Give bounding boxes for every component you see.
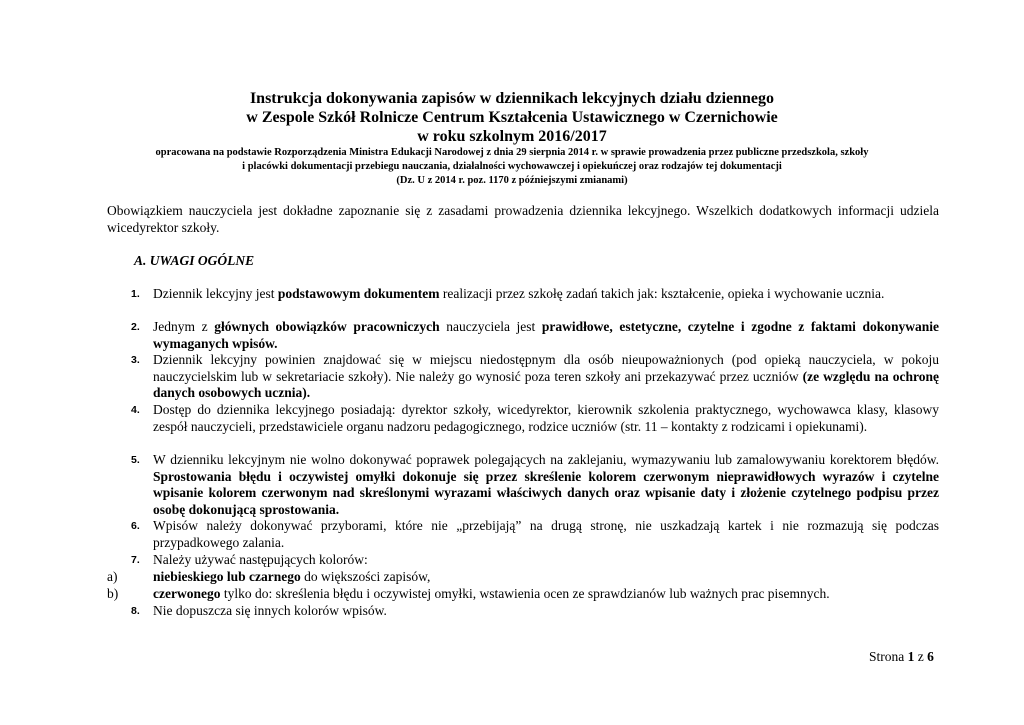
item-number: 3. [131, 354, 140, 366]
item-text: Dostęp do dziennika lekcyjnego posiadają: dyrektor szkoły, wicedyrektor, kierownik szkolenia praktycznego, wychowawca klasy, klasowy zespół nauczycieli, przedstawiciele organu nadzoru pedagogicznego, rodzice uczniów (str. 11 – kontakty z rodzicami i opiekunami). [153, 402, 939, 434]
item-bold-text: Sprostowania błędu i oczywistej omyłki dokonuje się przez skreślenie kolorem czerwonym nieprawidłowych wyrazów i czytelne wpisanie kolorem czerwonym nad skreślonymi wyrazami właściwych danych oraz wpisanie daty i złożenie czytelnego podpisu przez osobę dokonującą sprostowania. [153, 468, 939, 517]
intro-paragraph: Obowiązkiem nauczyciela jest dokładne zapoznanie się z zasadami prowadzenia dziennika lekcyjnego. Wszelkich dodatkowych informacji udziela wicedyrektor szkoły. [107, 203, 939, 235]
footer-of: z [917, 649, 924, 664]
subitem-letter: a) [107, 569, 118, 584]
item-number: 8. [131, 605, 140, 617]
list-item-1 [107, 286, 939, 303]
item-text: Nie dopuszcza się innych kolorów wpisów. [153, 603, 387, 618]
item-text: nauczyciela jest [439, 319, 542, 334]
item-bold-text: (ze względu na ochronę danych osobowych ucznia). [153, 368, 939, 400]
subtitle-line-3: (Dz. U z 2014 r. poz. 1170 z późniejszymi zmianami) [396, 175, 628, 186]
title-line-1: Instrukcja dokonywania zapisów w dziennikach lekcyjnych działu dziennego [249, 90, 775, 107]
subitem-letter: b) [107, 586, 119, 601]
list-subitem-b [107, 586, 939, 603]
list-subitem-a [107, 569, 939, 586]
item-number: 4. [131, 404, 140, 416]
item-text: Wpisów należy dokonywać przyborami, które nie „przebijają” na drugą stronę, nie uszkadzają kartek i nie rozmazują się podczas przypadkowego zalania. [153, 518, 939, 550]
item-text: Jednym z [153, 319, 215, 334]
subtitle-line-2: i placówki dokumentacji przebiegu nauczania, działalności wychowawczej i opiekuńczej oraz rodzajów tej dokumentacji [242, 161, 782, 172]
item-text: tylko do: skreślenia błędu i oczywistej omyłki, wstawienia ocen ze sprawdzianów lub ważnych prac pisemnych. [220, 586, 830, 601]
item-text: realizacji przez szkołę zadań takich jak: kształcenie, opieka i wychowanie ucznia. [439, 286, 885, 301]
list-item-6 [107, 518, 939, 551]
title-line-3: w roku szkolnym 2016/2017 [417, 128, 607, 145]
item-bold-text: czerwonego [153, 586, 221, 601]
item-number: 7. [131, 554, 140, 566]
footer-page-number: 1 [907, 649, 915, 664]
footer-page-total: 6 [927, 649, 934, 664]
item-bold-text: głównych obowiązków pracowniczych [214, 319, 440, 334]
item-number: 1. [131, 288, 140, 300]
item-number: 6. [131, 520, 140, 532]
item-text: W dzienniku lekcyjnym nie wolno dokonywać poprawek polegających na zaklejaniu, wymazywaniu lub zamalowywaniu korektorem błędów. [153, 452, 939, 467]
item-text: Dziennik lekcyjny jest [153, 286, 278, 301]
list-item-3 [107, 352, 939, 402]
title-line-2: w Zespole Szkół Rolnicze Centrum Kształcenia Ustawicznego w Czernichowie [246, 109, 778, 126]
section-heading-a: A. UWAGI OGÓLNE [134, 253, 255, 268]
list-item-4 [107, 402, 939, 435]
item-number: 2. [131, 321, 140, 333]
list-item-2 [107, 319, 939, 352]
list-item-7 [107, 552, 939, 569]
page-footer [869, 648, 934, 665]
item-bold-text: prawidłowe, estetyczne, czytelne i zgodne z faktami dokonywanie wymaganych wpisów. [153, 319, 940, 351]
item-text: Dziennik lekcyjny powinien znajdować się w miejscu niedostępnym dla osób nieupoważnionych (pod opieką nauczyciela, w pokoju nauczycielskim lub w sekretariacie szkoły). Nie należy go wynosić poza teren szkoły ani przekazywać przez uczniów [153, 352, 939, 384]
item-bold-text: niebieskiego lub czarnego [153, 569, 301, 584]
subtitle-line-1: opracowana na podstawie Rozporządzenia Ministra Edukacji Narodowej z dnia 29 sierpnia 2014 r. w sprawie prowadzenia przez publiczne przedszkola, szkoły [155, 147, 869, 158]
list-item-5 [107, 452, 939, 518]
item-text: Należy używać następujących kolorów: [153, 552, 368, 567]
item-bold-text: podstawowym dokumentem [277, 286, 440, 301]
item-number: 5. [131, 454, 140, 466]
footer-label: Strona [869, 649, 905, 664]
list-item-8 [107, 603, 939, 620]
item-text: do większości zapisów, [300, 569, 431, 584]
